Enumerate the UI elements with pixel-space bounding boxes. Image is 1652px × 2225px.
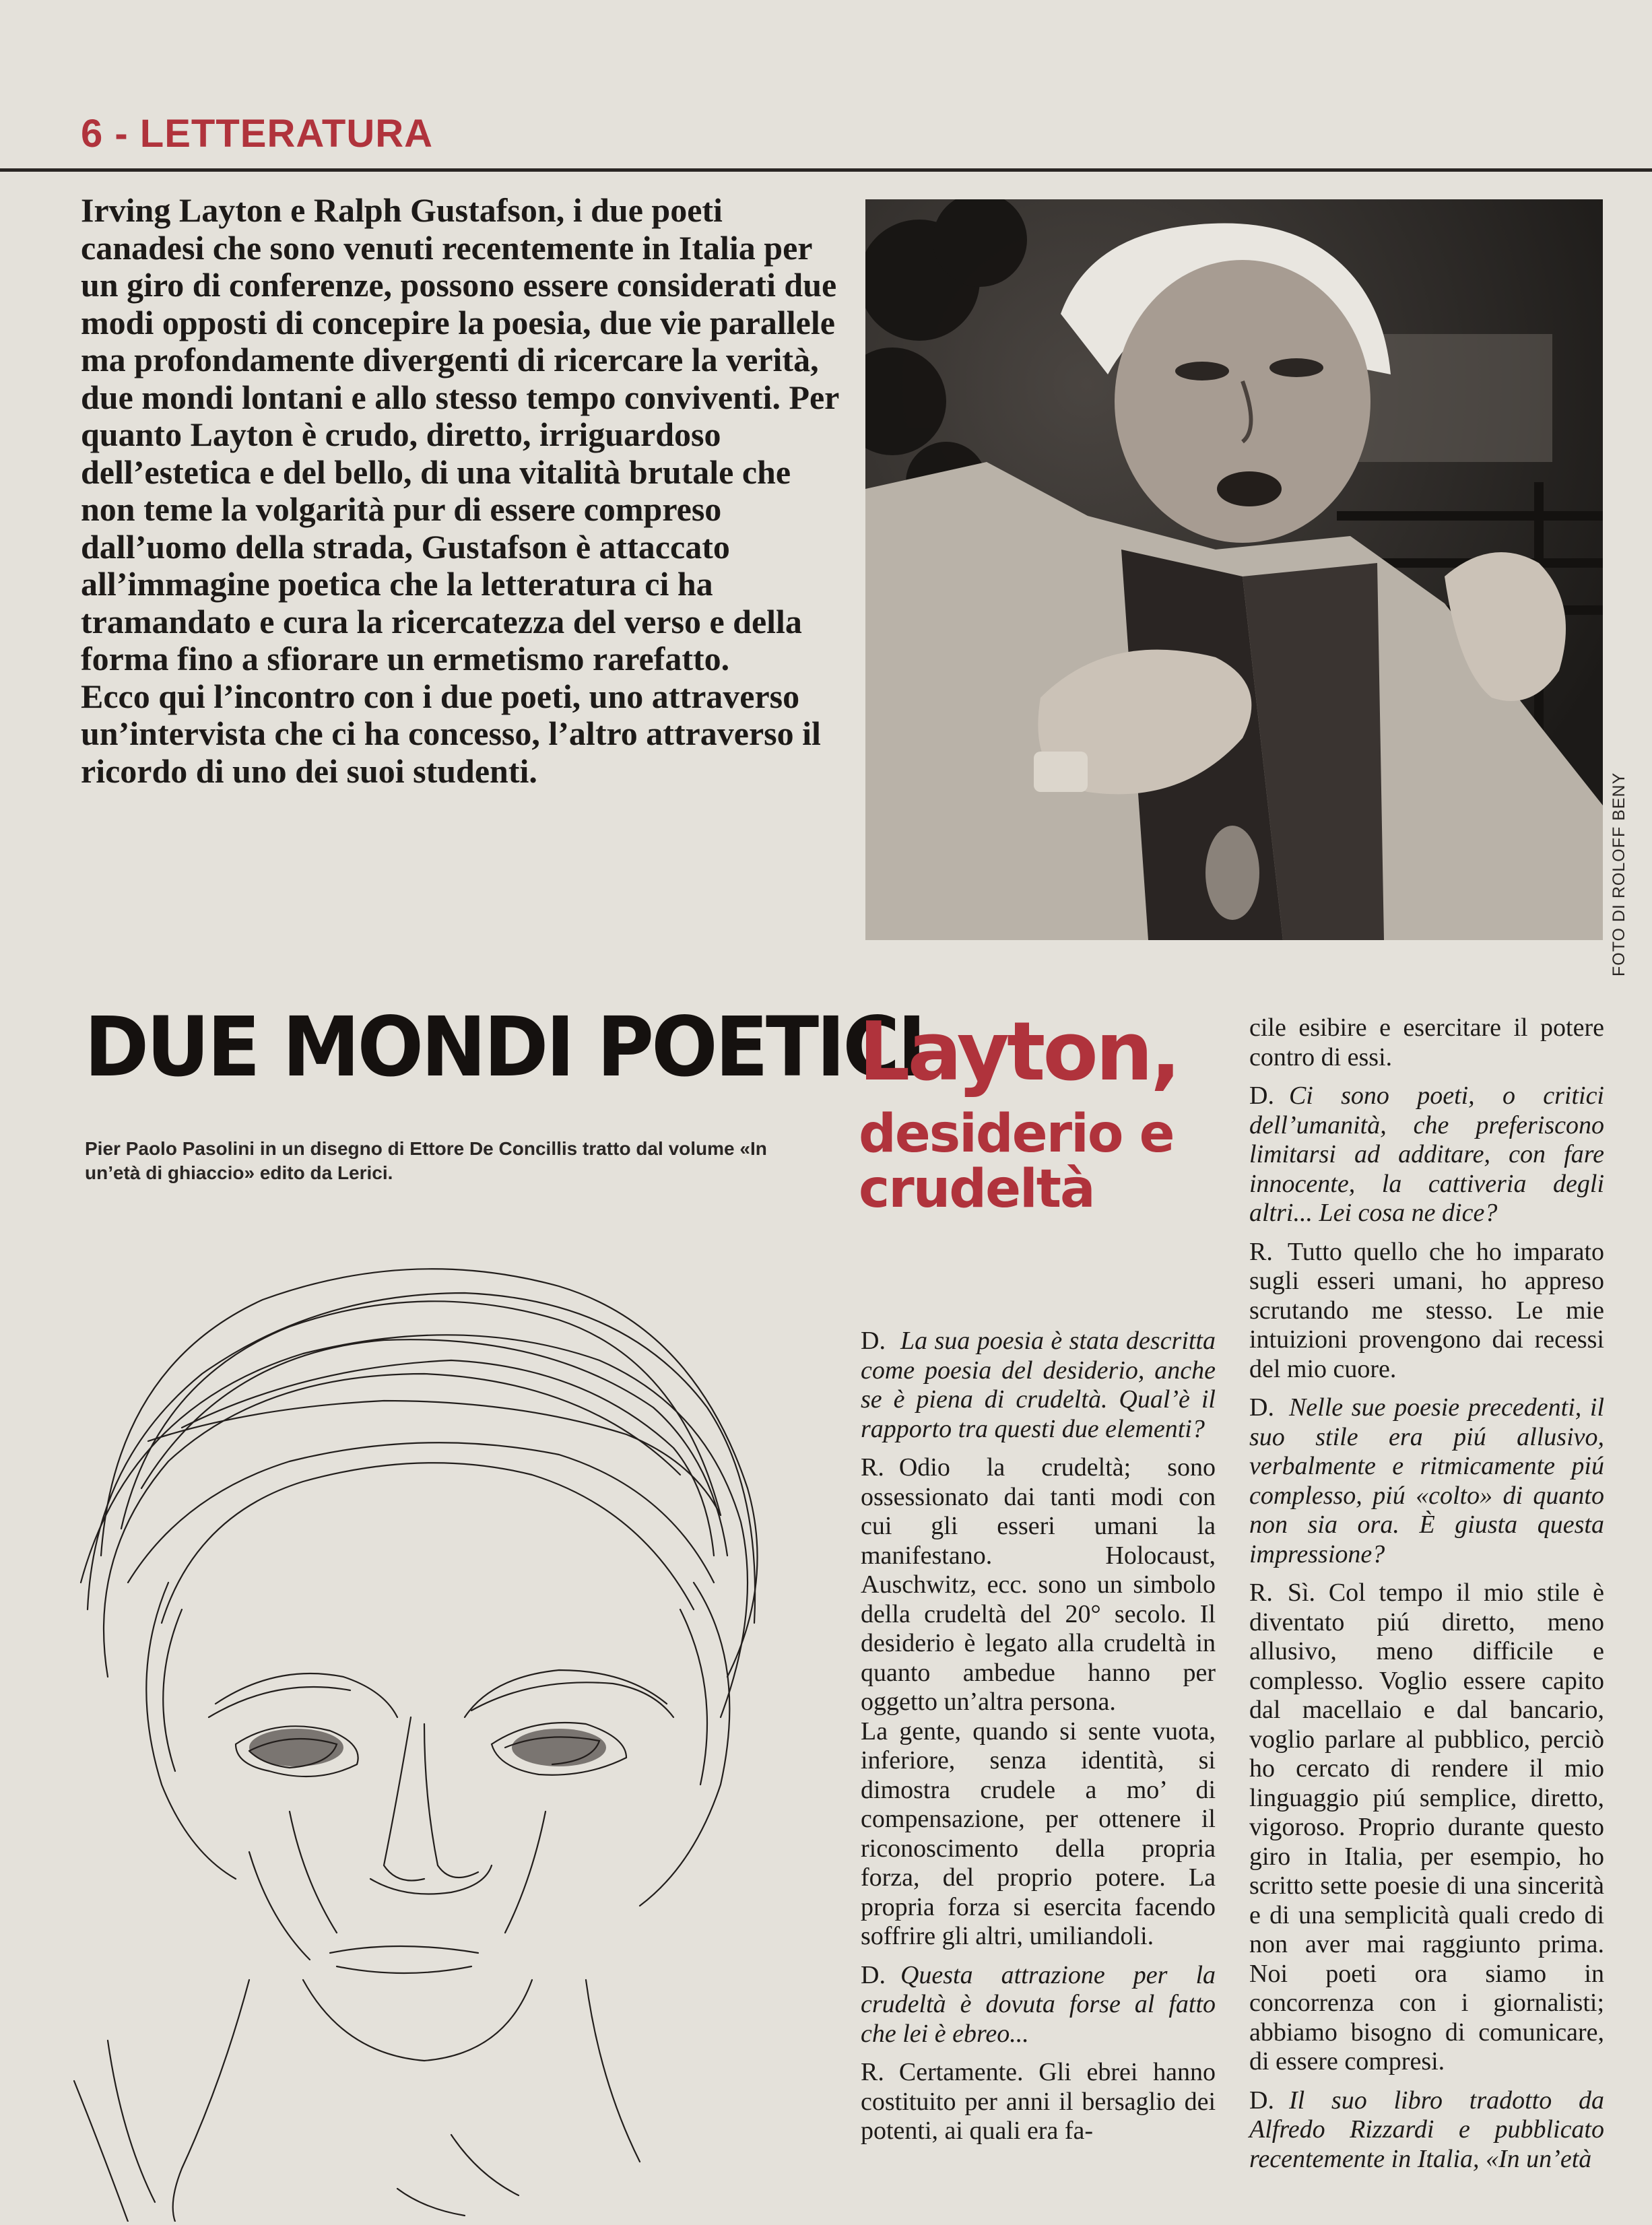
section-header: 6 - LETTERATURA [81,112,434,156]
interview-title-line2: desiderio e crudeltà [859,1104,1174,1220]
intro-paragraph: Ecco qui l’incontro con i due poeti, uno attraverso un’intervista che ci ha concesso, l’altro attraverso il ricordo di uno dei suoi studenti. [81,677,821,790]
interview-question: D. Questa attrazione per la crudeltà è dovuta forse al fatto che lei è ebreo... [861,1960,1216,2048]
article-title: DUE MONDI POETICI [84,999,924,1096]
interview-question: D. Ci sono poeti, o critici dell’umanità, che preferiscono limitarsi ad additare, con fare innocente, la cattiveria degli altri... Lei cosa ne dice? [1249,1082,1604,1227]
portrait-photo [865,199,1603,940]
drawing-caption: Pier Paolo Pasolini in un disegno di Ettore De Concillis tratto dal volume «In un’età di ghiaccio» edito da Lerici. [85,1138,767,1183]
header-rule [0,168,1652,172]
portrait-photo-image [865,199,1603,940]
interview-answer: cile esibire e esercitare il potere contro di essi. [1249,1014,1604,1071]
interview-column-right [1249,1014,1604,2183]
interview-answer: R. Sì. Col tempo il mio stile è diventato piú diretto, meno allusivo, meno difficile e complesso. Voglio essere capito dal macellaio e dal bancario, voglio parlare al pubblico, perciò ho cercato di rendere il mio linguaggio piú semplice, diretto, vigoroso. Proprio durante questo giro in Italia, per esempio, ho scritto sette poesie di una sincerità e di una semplicità quali credo di non aver mai raggiunto prima. Noi poeti ora siamo in concorrenza con i giornalisti; abbiamo bisogno di comunicare, di essere compresi. [1249,1579,1604,2075]
intro-text [81,192,842,790]
pasolini-sketch-image [47,1205,842,2222]
interview-title-line1: Layton, [859,1005,1179,1099]
interview-answer: R. Certamente. Gli ebrei hanno costituito per anni il bersaglio dei potenti, ai quali era fa- [861,2058,1216,2145]
photo-credit: FOTO DI ROLOFF BENY [1610,772,1628,976]
interview-column-middle [861,1327,1216,2156]
interview-question: D. Nelle sue poesie precedenti, il suo stile era piú allusivo, verbalmente e ritmicamente piú complesso, piú «colto» di quanto non sia ora. È giusta questa impressione? [1249,1393,1604,1568]
interview-question: D. La sua poesia è stata descritta come poesia del desiderio, anche se è piena di crudeltà. Qual’è il rapporto tra questi due elementi? [861,1327,1216,1443]
interview-answer: La gente, quando si sente vuota, inferiore, senza identità, si dimostra crudele a mo’ di compensazione, per ottenere il riconoscimento della propria forza, del proprio potere. La propria forza si esercita facendo soffrire gli altri, umiliandoli. [861,1717,1216,1950]
pasolini-sketch [47,1205,842,2222]
interview-answer: R. Tutto quello che ho imparato sugli esseri umani, ho appreso scrutando me stesso. Le mie intuizioni provengono dai recessi del mio cuore. [1249,1237,1604,1383]
intro-paragraph: Irving Layton e Ralph Gustafson, i due poeti canadesi che sono venuti recentemente in Italia per un giro di conferenze, possono essere considerati due modi opposti di concepire la poesia, due vie parallele ma profondamente divergenti di ricercare la verità, due mondi lontani e allo stesso tempo conviventi. Per quanto Layton è crudo, diretto, irriguardoso dell’estetica e del bello, di una vitalità brutale che non teme la volgarità pur di essere compreso dall’uomo della strada, Gustafson è attaccato all’immagine poetica che la letteratura ci ha tramandato e cura la ricercatezza del verso e della forma fino a sfiorare un ermetismo rarefatto. [81,191,839,677]
interview-question: D. Il suo libro tradotto da Alfredo Rizzardi e pubblicato recentemente in Italia, «In un’età [1249,2086,1604,2173]
interview-answer: R. Odio la crudeltà; sono ossessionato dai tanti modi con cui gli esseri umani la manifestano. Holocaust, Auschwitz, ecc. sono un simbolo della crudeltà del 20° secolo. Il desiderio è legato alla crudeltà in quanto ambedue hanno per oggetto un’altra persona. [861,1453,1216,1716]
interview-title [859,1005,1209,1220]
